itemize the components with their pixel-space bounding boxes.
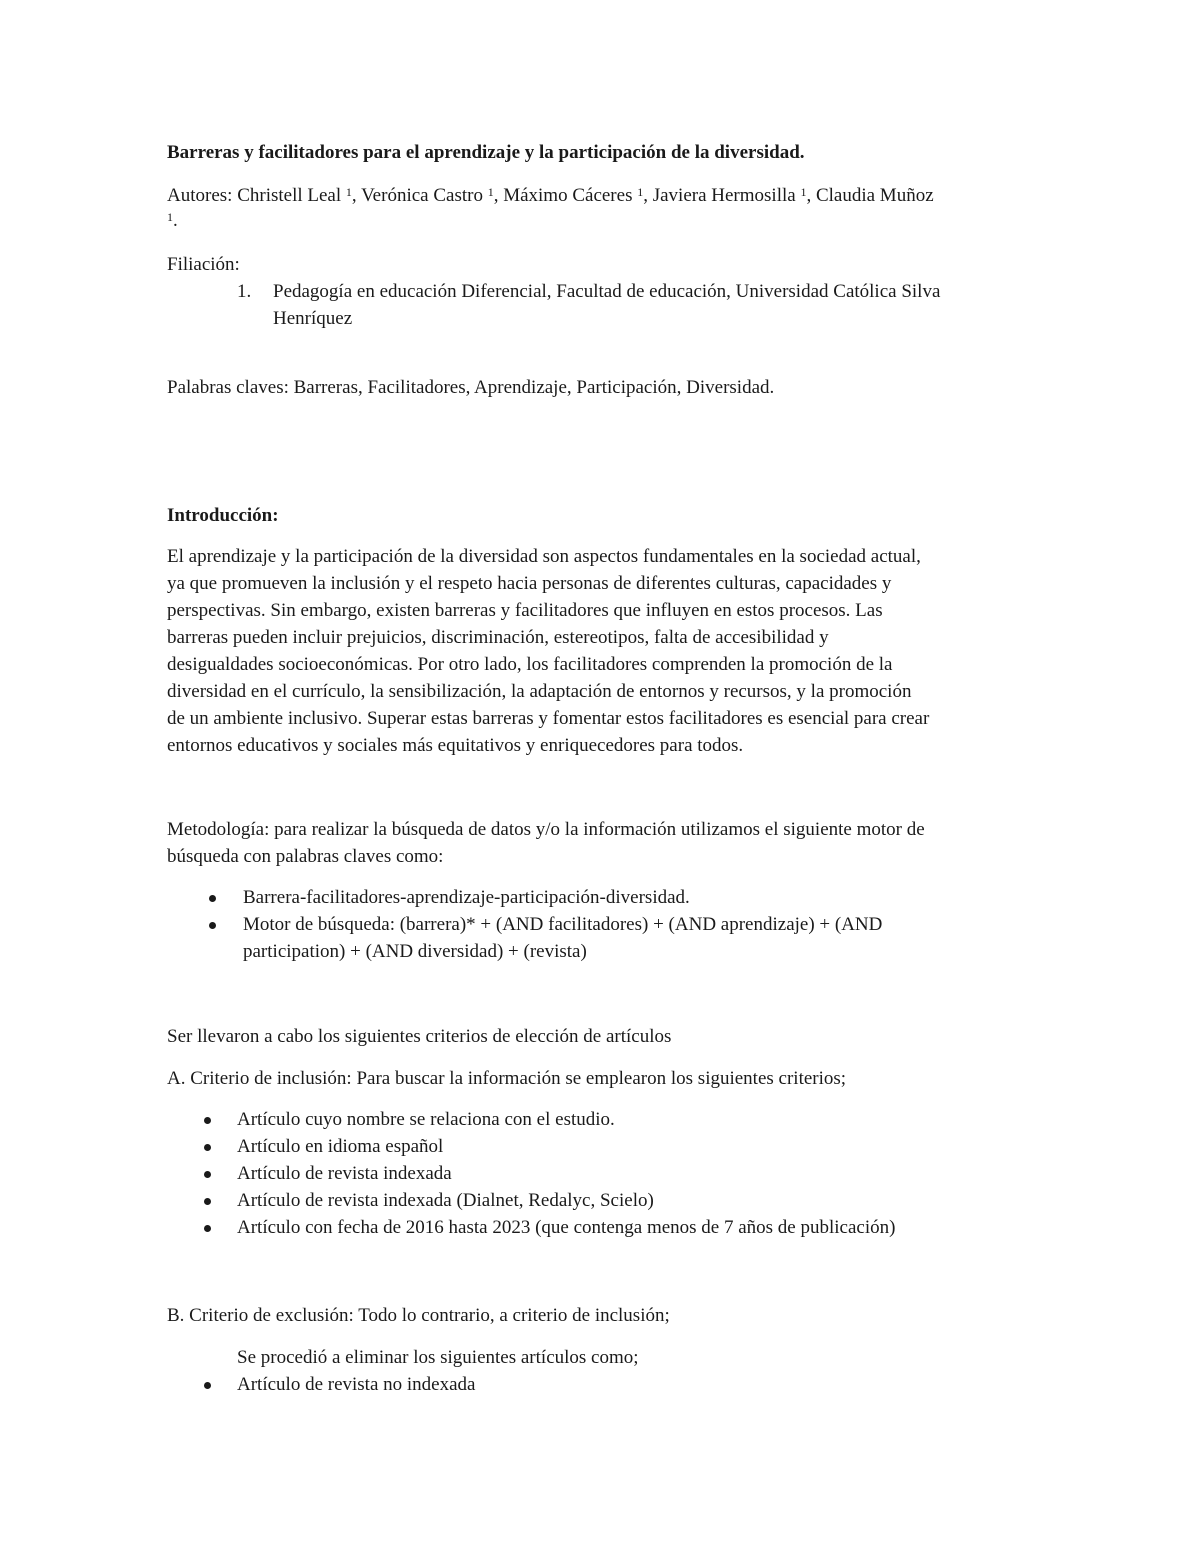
- affiliation-sup: 1: [345, 185, 352, 199]
- intro-line: ya que promueven la inclusión y el respeto hacia personas de diferentes culturas, capacidades y: [167, 573, 892, 594]
- affiliation-sup: 1: [637, 185, 644, 199]
- methodology-bullet-2-line-1: Motor de búsqueda: (barrera)* + (AND facilitadores) + (AND aprendizaje) + (AND: [243, 914, 883, 935]
- affiliation-sup: 1: [167, 210, 173, 224]
- intro-line: de un ambiente inclusivo. Superar estas barreras y fomentar estos facilitadores es esencial para crear: [167, 708, 930, 729]
- exclusion-note: Se procedió a eliminar los siguientes artículos como;: [237, 1347, 639, 1368]
- intro-line: perspectivas. Sin embargo, existen barreras y facilitadores que influyen en estos procesos. Las: [167, 600, 883, 621]
- exclusion-item: Artículo de revista no indexada: [237, 1374, 476, 1395]
- authors-line-2: [167, 208, 178, 234]
- intro-heading: Introducción:: [167, 505, 279, 526]
- bullet-dot: [204, 1171, 211, 1178]
- bullet-dot: [209, 922, 216, 929]
- affiliation-sup: 1: [487, 185, 494, 199]
- bullet-dot: [204, 1382, 211, 1389]
- inclusion-item: Artículo en idioma español: [237, 1136, 444, 1157]
- author-name: Verónica Castro: [361, 185, 483, 206]
- intro-line: entornos educativos y sociales más equitativos y enriquecedores para todos.: [167, 735, 744, 756]
- intro-line: barreras pueden incluir prejuicios, discriminación, estereotipos, falta de accesibilidad y: [167, 627, 829, 648]
- author-name: Máximo Cáceres: [503, 185, 633, 206]
- bullet-dot: [204, 1198, 211, 1205]
- affiliation-line-2: Henríquez: [273, 308, 353, 329]
- bullet-dot: [209, 895, 216, 902]
- criteria-intro: Ser llevaron a cabo los siguientes criterios de elección de artículos: [167, 1026, 672, 1047]
- authors-line: Autores: Christell Leal $^1$, Verónica Castro $^1$, Máximo Cáceres $^1$, Javiera Hermosilla $^1$, Claudia Muñoz: [167, 185, 934, 206]
- intro-line: desigualdades socioeconómicas. Por otro lado, los facilitadores comprenden la promoción de la: [167, 654, 893, 675]
- intro-line: diversidad en el currículo, la sensibilización, la adaptación de entornos y recursos, y la promoción: [167, 681, 912, 702]
- methodology-bullet-1: Barrera-facilitadores-aprendizaje-participación-diversidad.: [243, 887, 690, 908]
- intro-line: El aprendizaje y la participación de la diversidad son aspectos fundamentales en la sociedad actual,: [167, 546, 921, 567]
- affiliation-line-1: Pedagogía en educación Diferencial, Facultad de educación, Universidad Católica Silva: [273, 281, 941, 302]
- bullet-dot: [204, 1225, 211, 1232]
- authors-prefix: Autores:: [167, 185, 238, 206]
- bullet-dot: [204, 1144, 211, 1151]
- exclusion-criteria: B. Criterio de exclusión: Todo lo contrario, a criterio de inclusión;: [167, 1305, 670, 1326]
- affiliation-label: Filiación:: [167, 254, 240, 275]
- inclusion-item: Artículo con fecha de 2016 hasta 2023 (que contenga menos de 7 años de publicación): [237, 1217, 896, 1238]
- inclusion-item: Artículo cuyo nombre se relaciona con el estudio.: [237, 1109, 615, 1130]
- inclusion-criteria: A. Criterio de inclusión: Para buscar la información se emplearon los siguientes criterios;: [167, 1068, 847, 1089]
- inclusion-item: Artículo de revista indexada (Dialnet, Redalyc, Scielo): [237, 1190, 654, 1211]
- methodology-line-2: búsqueda con palabras claves como:: [167, 846, 444, 867]
- methodology-bullet-2-line-2: participation) + (AND diversidad) + (revista): [243, 941, 587, 962]
- authors-end: .: [173, 210, 178, 231]
- bullet-dot: [204, 1117, 211, 1124]
- author-name: Javiera Hermosilla: [652, 185, 796, 206]
- methodology-line-1: Metodología: para realizar la búsqueda de datos y/o la información utilizamos el siguiente motor de: [167, 819, 925, 840]
- author-name: Christell Leal: [237, 185, 342, 206]
- affiliation-number: 1.: [237, 281, 252, 302]
- document-title: Barreras y facilitadores para el aprendizaje y la participación de la diversidad.: [167, 142, 805, 163]
- keywords: Palabras claves: Barreras, Facilitadores, Aprendizaje, Participación, Diversidad.: [167, 377, 775, 398]
- inclusion-item: Artículo de revista indexada: [237, 1163, 452, 1184]
- author-name: Claudia Muñoz: [815, 185, 934, 206]
- affiliation-sup: 1: [800, 185, 807, 199]
